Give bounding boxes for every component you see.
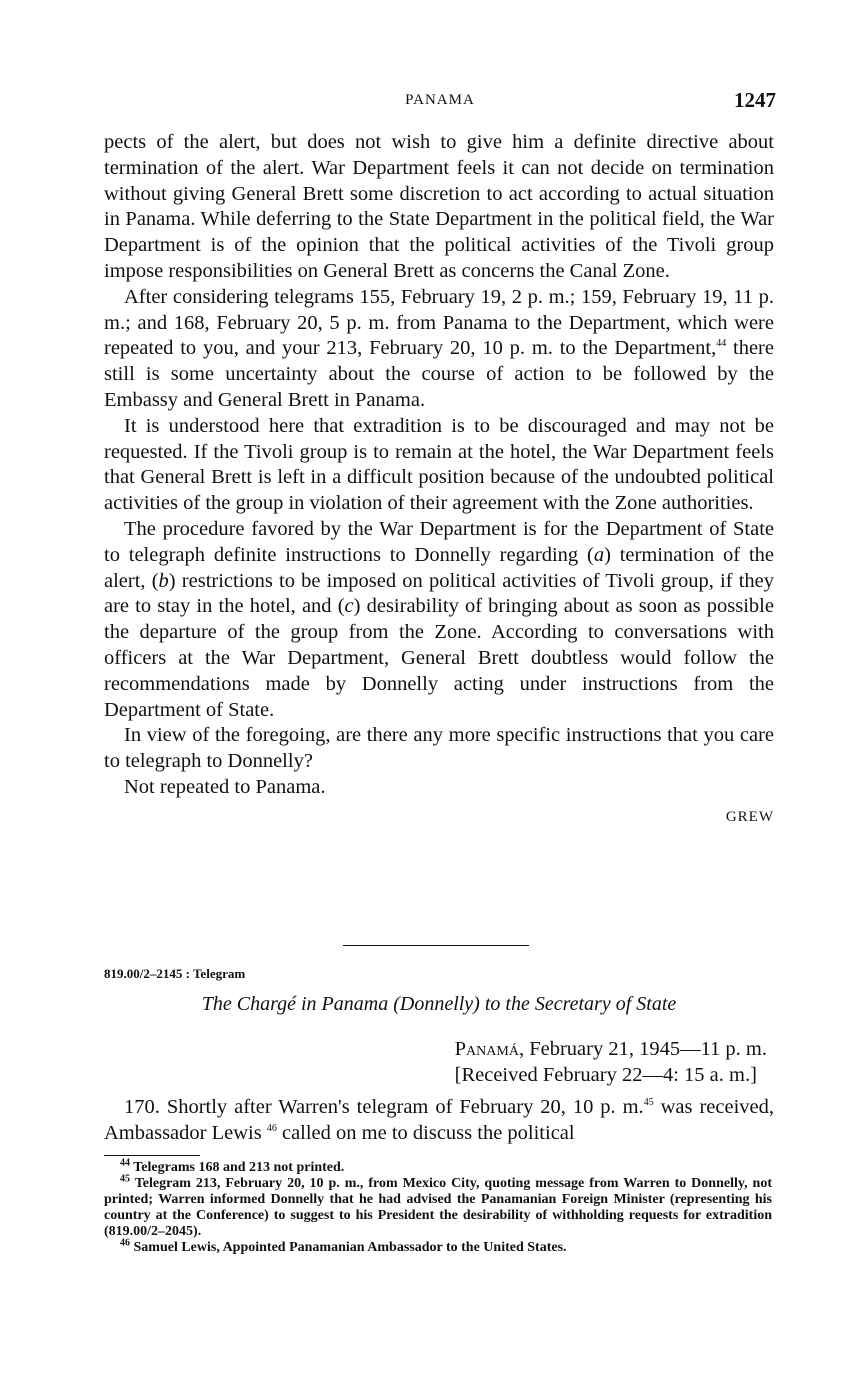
paragraph-4-part-d: ) desirability of bringing about as soon as possible the departure of the group from the Zone. According to conversations with officers at the War Department, General Brett doubtless would follow the recommendations made by Donnelly acting under instructions from the Department of State. [104, 595, 774, 721]
paragraph-3: It is understood here that extradition is to be discouraged and may not be requested. If the Tivoli group is to remain at the hotel, the War Department feels that General Brett is left in a difficult position because of the undoubted political activities of the group in violation of their agreement with the Zone authorities. [104, 414, 774, 515]
footnote-mark: 46 [120, 1237, 130, 1249]
footnote-text: Telegrams 168 and 213 not printed. [130, 1160, 345, 1175]
telegram-text-b: was received, Ambassador Lewis [104, 1096, 774, 1144]
running-head [104, 88, 776, 114]
dateline-date: , February 21, 1945—11 p. m. [518, 1038, 767, 1060]
paragraph-6: Not repeated to Panama. [124, 775, 326, 798]
item-a-letter: a [593, 543, 605, 566]
paragraph-2 [104, 285, 774, 414]
footnote-ref-45: 45 [643, 1097, 654, 1109]
footnote-ref-46: 46 [266, 1123, 277, 1135]
item-c-letter: c [344, 595, 354, 618]
item-b-letter: b [158, 569, 169, 592]
footnote-44 [104, 1157, 772, 1176]
section-divider [343, 945, 529, 946]
paragraph-2-part-b: there still is some uncertainty about the course of action to be followed by the Embassy and General Brett in Panama. [104, 337, 774, 411]
dateline [455, 1036, 767, 1088]
footnote-ref-44: 44 [716, 338, 727, 350]
paragraph-4-part-c: ) restrictions to be imposed on political activities of Tivoli group, if they are to stay in the hotel, and ( [104, 569, 775, 618]
paragraph-4 [104, 517, 774, 723]
telegram-text-a: 170. Shortly after Warren's telegram of February 20, 10 p. m. [124, 1096, 644, 1118]
paragraph-4-part-a: The procedure favored by the War Department is for the Department of State to telegraph definite instructions to Donnelly regarding ( [104, 517, 774, 566]
dateline-received: [Received February 22—4: 15 a. m.] [454, 1064, 757, 1086]
footnote-divider [104, 1155, 200, 1156]
paragraph-5: In view of the foregoing, are there any more specific instructions that you care to telegraph to Donnelly? [104, 724, 774, 773]
page-number: 1247 [734, 88, 776, 112]
footnotes [104, 1157, 772, 1256]
paragraph-2-part-a: After considering telegrams 155, February 19, 2 p. m.; 159, February 19, 11 p. m.; and 168, February 20, 5 p. m. from Panama to the Department, which were repeated to you, and your 213, February 20, 10 p. m. to the Department, [104, 285, 774, 360]
footnote-text: Samuel Lewis, Appointed Panamanian Ambassador to the United States. [130, 1240, 567, 1255]
telegram-text [104, 1094, 774, 1146]
footnote-mark: 45 [120, 1173, 130, 1185]
document-heading: The Chargé in Panama (Donnelly) to the Secretary of State [201, 993, 677, 1015]
dateline-place: Panamá [454, 1038, 519, 1060]
body-text [104, 130, 774, 831]
file-reference: 819.00/2–2145 : Telegram [104, 966, 246, 981]
paragraph-1: pects of the alert, but does not wish to give him a definite directive about termination of the alert. War Department feels it can not decide on termination without giving General Brett some discretion to act according to actual situation in Panama. While deferring to the State Department in the political field, the War Department is of the opinion that the political activities of the Tivoli group impose responsibilities on General Brett as concerns the Canal Zone. [104, 131, 774, 282]
running-title: PANAMA [405, 92, 475, 108]
paragraph-4-part-b: ) termination of the alert, ( [104, 543, 775, 592]
signature: GREW [725, 808, 774, 825]
telegram-text-c: called on me to discuss the political [276, 1122, 575, 1144]
footnote-text: Telegram 213, February 20, 10 p. m., from Mexico City, quoting message from Warren to Donnelly, not printed; Warren informed Donnelly that he had advised the Panamanian Foreign Minister (representing his country at the Conference) to suggest to his President the desirability of withholding requests for extradition (819.00/2–2045). [104, 1176, 772, 1239]
footnote-46 [104, 1237, 772, 1256]
footnote-mark: 44 [120, 1157, 130, 1169]
dateline-sent [455, 1036, 767, 1062]
footnote-45 [104, 1173, 772, 1240]
telegram-paragraph [104, 1094, 774, 1146]
